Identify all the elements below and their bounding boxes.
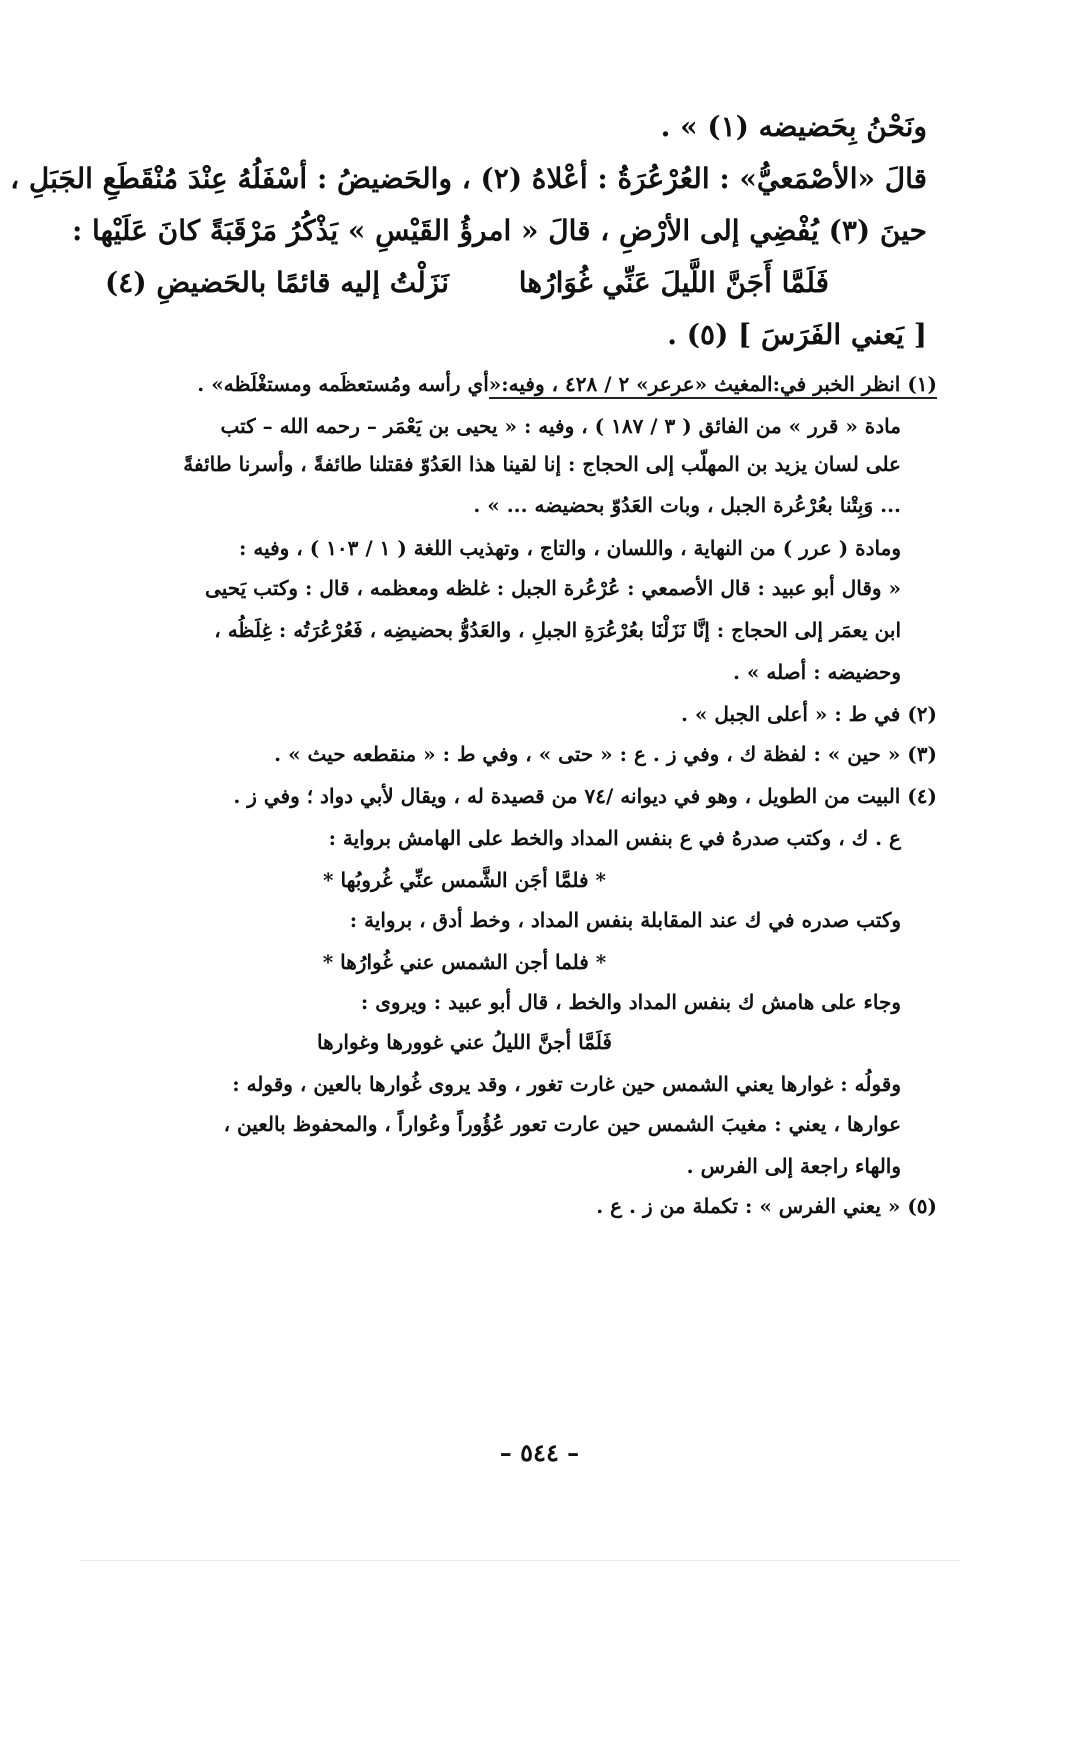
scan-artifact bbox=[80, 1560, 959, 1562]
footnote-1-line: مادة « قرر » من الفائق ( ٣ / ١٨٧ ) ، وفيه : « يحيى بن يَعْمَر – رحمه الله – كتب bbox=[220, 414, 901, 438]
footnote-4-line: وقولُه : غوارها يعني الشمس حين غارت تغور ، وقد يروى غُوارها بالعين ، وقوله : bbox=[232, 1072, 901, 1096]
page-number: – ٥٤٤ – bbox=[499, 1438, 580, 1467]
footnote-3: (٣) « حين » : لفظة ك ، وفي ز . ع : « حتى » ، وفي ط : « منقطعه حيث » . bbox=[274, 742, 937, 766]
footnote-4-line: وجاء على هامش ك بنفس المداد والخط ، قال أبو عبيد : ويروى : bbox=[360, 990, 901, 1014]
footnote-4-line: والهاء راجعة إلى الفرس . bbox=[686, 1154, 901, 1178]
footnote-1-line: ابن يعمَر إلى الحجاج : إنَّا نَزَلْنَا بعُرْعُرَةِ الجبلِ ، والعَدُوُّ بحضيضِه ، فَعُرْعُرَتُه : غِلَظُه ، bbox=[214, 618, 901, 642]
footnote-4-quote: * فلمَّا أجَن الشَّمس عنِّي غُروبُها * bbox=[323, 868, 606, 892]
footnote-1-line: وحضيضه : أصله » . bbox=[732, 660, 901, 684]
main-text-line: قالَ «الأصْمَعيُّ» : العُرْعُرَةُ : أعْلاهُ (٢) ، والحَضيضُ : أسْفَلُهُ عِنْدَ مُنْقَطَعِ الجَبَلِ ، bbox=[10, 162, 927, 195]
footnote-4-line: عوارها ، يعني : مغيبَ الشمس حين عارت تعور عُؤُوراً وعُواراً ، والمحفوظ بالعين ، bbox=[223, 1112, 901, 1136]
verse-second-hemistich: نَزَلْتُ إليه قائمًا بالحَضيضِ (٤) bbox=[105, 266, 449, 299]
footnote-1-line: « وقال أبو عبيد : قال الأصمعي : عُرْعُرة الجبل : غلظه ومعظمه ، قال : وكتب يَحيى bbox=[205, 576, 901, 600]
footnote-1-line: ... وَبِتْنا بعُرْعُرة الجبل ، وبات العَدُوّ بحضيضه ... » . bbox=[473, 493, 901, 517]
footnote-2: (٢) في ط : « أعلى الجبل » . bbox=[681, 702, 937, 726]
footnote-4-quote: فَلَمَّا أجنَّ الليلُ عني غوورها وغوارها bbox=[317, 1030, 612, 1054]
main-text-line: [ يَعني الفَرَسَ ] (٥) . bbox=[667, 318, 927, 351]
main-text-line: ونَحْنُ بِحَضيضه (١) » . bbox=[660, 110, 927, 143]
footnote-4-quote: * فلما أجن الشمس عني غُوارُها * bbox=[322, 950, 607, 974]
footnote-separator bbox=[489, 397, 937, 399]
footnote-4-line: وكتب صدره في ك عند المقابلة بنفس المداد ، وخط أدق ، برواية : bbox=[349, 908, 901, 932]
footnote-4: (٤) البيت من الطويل ، وهو في ديوانه /٧٤ من قصيدة له ، ويقال لأبي دواد ؛ وفي ز . bbox=[233, 784, 937, 808]
footnote-1-line: ومادة ( عرر ) من النهاية ، واللسان ، والتاج ، وتهذيب اللغة ( ١ / ١٠٣ ) ، وفيه : bbox=[239, 536, 901, 560]
footnote-4-line: ع . ك ، وكتب صدرهُ في ع بنفس المداد والخط على الهامش برواية : bbox=[328, 826, 901, 850]
footnote-1: (١) انظر الخبر في:المغيث «عرعر» ٢ / ٤٢٨ ، وفيه:«أي رأسه ومُستعظَمه ومستغْلَظه» . bbox=[197, 372, 937, 396]
footnote-5: (٥) « يعني الفرس » : تكملة من ز . ع . bbox=[596, 1194, 937, 1218]
footnote-1-line: على لسان يزيد بن المهلّب إلى الحجاج : إنا لقينا هذا العَدُوّ فقتلنا طائفةً ، وأسرنا طائفةً bbox=[183, 452, 901, 476]
main-text-line: حينَ (٣) يُفْضِي إلى الأرْضِ ، قالَ « امرؤُ القَيْسِ » يَذْكُرُ مَرْقَبَةً كانَ عَلَيْها : bbox=[71, 214, 927, 247]
verse-first-hemistich: فَلَمَّا أَجَنَّ اللَّيلَ عَنِّي غُوَارُها bbox=[518, 266, 829, 299]
